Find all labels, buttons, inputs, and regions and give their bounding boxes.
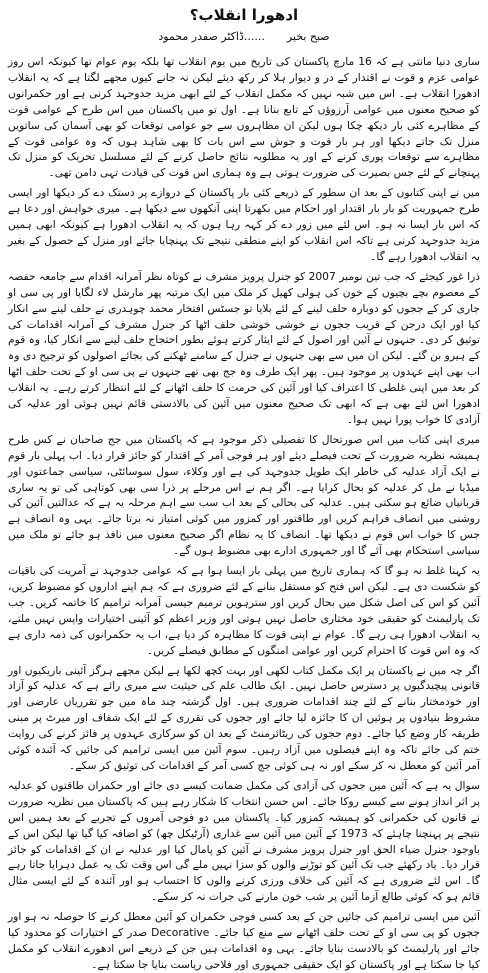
paragraph: میری اپنی کتاب میں اس صورتحال کا تفصیلی ذکر موجود ہے کہ پاکستان میں جج صاحبان نے کس طرح ہمیشہ نظریہ ضرورت کے تحت فیصلے دیئے اور ہر فوجی آمر کے اقتدار کو جائز قرار دیا۔ اب پہلی بار قوم نے ایک آزاد عدلیہ کی خاطر ایک طویل جدوجہد کی ہے اور وکلاء، سول سوسائٹی، سیاسی جماعتوں اور میڈیا نے مل کر عدلیہ کو بحال کرایا ہے۔ اگر ہم نے اس مرحلے پر ذرا سی بھی کوتاہی کی تو یہ ساری قربانیاں ضائع ہو سکتی ہیں۔ عدلیہ کی بحالی کے بعد اب سب سے اہم مرحلہ یہ ہے کہ عدالتیں آئین کی روشنی میں انصاف فراہم کریں اور طاقتور اور کمزور میں کوئی امتیاز نہ برتا جائے۔ یہی وہ انصاف ہے جس کا خواب اس قوم نے دیکھا تھا۔ انصاف کا یہ نظام اگر صحیح معنوں میں نافذ ہو جائے تو ملک میں سیاسی استحکام بھی آئے گا اور جمہوری ادارے بھی مضبوط ہوں گے۔ (8, 432, 480, 558)
article-title: ادھورا انقلاب؟ (189, 6, 299, 24)
paragraph: سوال یہ ہے کہ آئین میں ججوں کی آزادی کی مکمل ضمانت کیسے دی جائے اور حکمران طاقتوں کو عدلیہ پر اثر انداز ہونے سے کیسے روکا جائے۔ اس حسن انتخاب کا شکار رہے ہیں کہ پاکستان میں نظریہ ضرورت نے قانون کی حکمرانی کو ہمیشہ کمزور کیا۔ پاکستان میں دو فوجی آمروں کے تجربے کے بعد ہمیں اس نتیجے پر پہنچنا چاہئے کہ 1973 کے آئین میں آئین سے غداری (آرٹیکل چھ) کو اضافہ کیا گیا تھا لیکن اس کے باوجود جنرل ضیاء الحق اور جنرل پرویز مشرف نے آئین کو پامال کیا اور عدلیہ نے ان کے اقدامات کو جائز قرار دیا۔ یاد رکھئے جب تک آئین کو توڑنے والوں کو سزا نہیں ملے گی اس وقت تک یہ عمل دہرایا جاتا رہے گا۔ اس لئے ضروری ہے کہ آئین کی خلاف ورزی کرنے والوں کا احتساب ہو اور آئندہ کے لئے ایسی مثال قائم ہو کہ کوئی طالع آزما آئین پر شب خون مارنے کی جرات نہ کر سکے۔ (8, 778, 480, 904)
article-body (8, 54, 480, 973)
paragraph: اگر چہ میں نے پاکستان پر ایک مکمل کتاب لکھی اور بہت کچھ لکھا ہے لیکن مجھے ہرگز آئینی باریکیوں اور قانونی پیچیدگیوں پر دسترس حاصل نہیں۔ ایک طالب علم کی حیثیت سے میری رائے ہے کہ عدلیہ کو آزاد اور خودمختار بنانے کے لئے چند اقدامات ضروری ہیں۔ اول گزشتہ چند ماہ میں جو تقرریاں عارضی اور مشروط بنیادوں پر ہوئیں ان کا جائزہ لیا جائے اور ججوں کی تقرری کے لئے ایک شفاف اور میرٹ پر مبنی طریقہ کار وضع کیا جائے۔ دوم ججوں کی ریٹائرمنٹ کے بعد ان کو سرکاری عہدوں پر فائز کرنے کی روایت ختم کی جائے تاکہ وہ اپنے فیصلوں میں آزاد رہیں۔ سوم آئین میں ایسی ترامیم کی جائیں کہ آئندہ کوئی آمر آئین کو معطل نہ کر سکے اور نہ ہی کوئی جج کسی آمر کے اقدامات کی توثیق کر سکے۔ (8, 663, 480, 772)
paragraph: ذرا غور کیجئے کہ جب تین نومبر 2007 کو جنرل پرویز مشرف نے کوتاہ نظر آمرانہ اقدام سے جامعہ حفصہ کے معصوم بچے بچیوں کے خون کی ہولی کھیل کر ملک میں ایک مرتبہ پھر مارشل لاء لگایا اور پی سی او جاری کر کے ججوں کو دوبارہ حلف لینے کے لئے بلایا تو جسٹس افتخار محمد چوہدری نے حلف لینے سے انکار کیا اور ایک درجن کے قریب ججوں نے خوشی خوشی حلف اٹھا کر جنرل مشرف کے آمرانہ اقدامات کی توثیق کر دی۔ جنہوں نے آئین اور اصول کے لئے ایثار کرتے ہوئے بطور احتجاج حلف لینے سے انکار کیا، وہ قوم کے ہیرو بن گئے۔ لیکن ان میں سے بھی جنہوں نے جنرل کے سامنے ٹھکنے کی بجائے اصولوں کو ترجیح دی وہ اب بھی اپنے عہدوں پر موجود ہیں۔ پھر ایک طرف وہ جج بھی تھے جنہوں نے پی سی او کے تحت حلف اٹھا کر بعد میں اپنی غلطی کا اعتراف کیا اور آئین کی حرمت کا حلف اٹھانے کے لئے انتظار کرتے رہے۔ یہ انقلاب ادھورا اس لئے بھی ہے کہ ابھی تک صحیح معنوں میں آئین کی بالادستی قائم نہیں ہوئی اور عدلیہ کی آزادی کا خواب پورا نہیں ہوا۔ (8, 269, 480, 426)
author-name: ......ڈاکٹر صفدر محمود (158, 30, 265, 43)
paragraph: میں نے اپنی کتابوں کے بعد ان سطور کے ذریعے کئی بار پاکستان کے دروازے پر دستک دے کر دیکھا اور ایسی طرح جمہوریت کو بار بار اقتدار اور احکام میں بکھرتا اپنی آنکھوں سے دیکھا ہے۔ میری خواہش اور دعا ہے کہ اس بار ایسا نہ ہو۔ اس لئے میں زور دے کر کہہ رہا ہوں کہ یہ انقلاب ادھورا ہے کیونکہ ابھی ہمیں مزید جدوجہد کرنی ہے تاکہ اس انقلاب کو اپنے منطقی نتیجے تک پہنچایا جائے اور منزل کے حصول کے بغیر یہ انقلاب ادھورا رہے گا۔ (8, 186, 480, 263)
article-byline (8, 28, 480, 46)
paragraph: یہ کہنا غلط نہ ہو گا کہ ہماری تاریخ میں پہلی بار ایسا ہوا ہے کہ عوامی جدوجہد نے آمریت کی باقیات کو شکست دی ہے۔ لیکن اس فتح کو مستقل بنانے کے لئے ضروری ہے کہ ہم اپنے اداروں کو مضبوط کریں، آئین کو اس کی اصل شکل میں بحال کریں اور سترہویں ترمیم جیسی آمرانہ ترامیم کا خاتمہ کریں۔ جب تک پارلیمنٹ کو حقیقی خود مختاری حاصل نہیں ہوتی اور وزیر اعظم کو آئینی اختیارات واپس نہیں ملتے، یہ انقلاب ادھورا ہی رہے گا۔ عوام نے اپنی قوت کا مظاہرہ کر دیا ہے، اب یہ حکمرانوں کی ذمہ داری ہے کہ وہ اس قوت کا احترام کریں اور عوامی امنگوں کے مطابق فیصلے کریں۔ (8, 564, 480, 657)
paragraph: آئین میں ایسی ترامیم کی جائیں جن کے بعد کسی فوجی حکمران کو آئین معطل کرنے کا حوصلہ نہ ہو اور ججوں کو پی سی او کے تحت حلف اٹھانے سے منع کیا جائے۔ Decorative صدر کے اختیارات کو محدود کیا جائے اور پارلیمنٹ کو بالادست بنایا جائے۔ یہی وہ اقدامات ہیں جن کے ذریعے اس ادھورے انقلاب کو مکمل کیا جا سکتا ہے اور پاکستان کو ایک حقیقی جمہوری اور فلاحی ریاست بنایا جا سکتا ہے۔ (8, 910, 480, 971)
paragraph: ساری دنیا مانتی ہے کہ 16 مارچ پاکستان کی تاریخ میں یوم انقلاب تھا بلکہ یوم عوام تھا کیونکہ اس روز عوامی عزم و قوت نے اقتدار کے در و دیوار ہلا کر رکھ دیئے لیکن نہ جانے کیوں مجھے لگتا ہے کہ یہ انقلاب ادھورا انقلاب ہے۔ اس میں شبہ نہیں کہ مکمل انقلاب کے لئے ابھی مزید جدوجہد کرنی ہے اور حکمرانوں کو صحیح معنوں میں عوامی آرزوؤں کے تابع بنانا ہے۔ اول تو میں پاکستان میں اس طرح کے عوامی قوت کے مظاہرے کئی بار دیکھ چکا ہوں لیکن ان مظاہروں سے جو عوامی توقعات کو بھی آسمان کی ساتویں منزل تک جاتے دیکھا اور ہر بار قوت و جوش سے اس بات کا بھی شاہد ہوں کہ وہ عوامی قوت کے مظاہرے سے توقعات پوری کرنے کے اور یہ مطلوبہ نتائج حاصل کرنے کے لئے مسلسل تحریک کو منزل تک پہنچانے کے لئے جس بصیرت کی ضرورت ہوتی ہے وہ ہماری اس قوت کی قیادت تہی دامن تھی۔ (8, 55, 480, 180)
column-name: صبح بخیر (286, 30, 330, 43)
